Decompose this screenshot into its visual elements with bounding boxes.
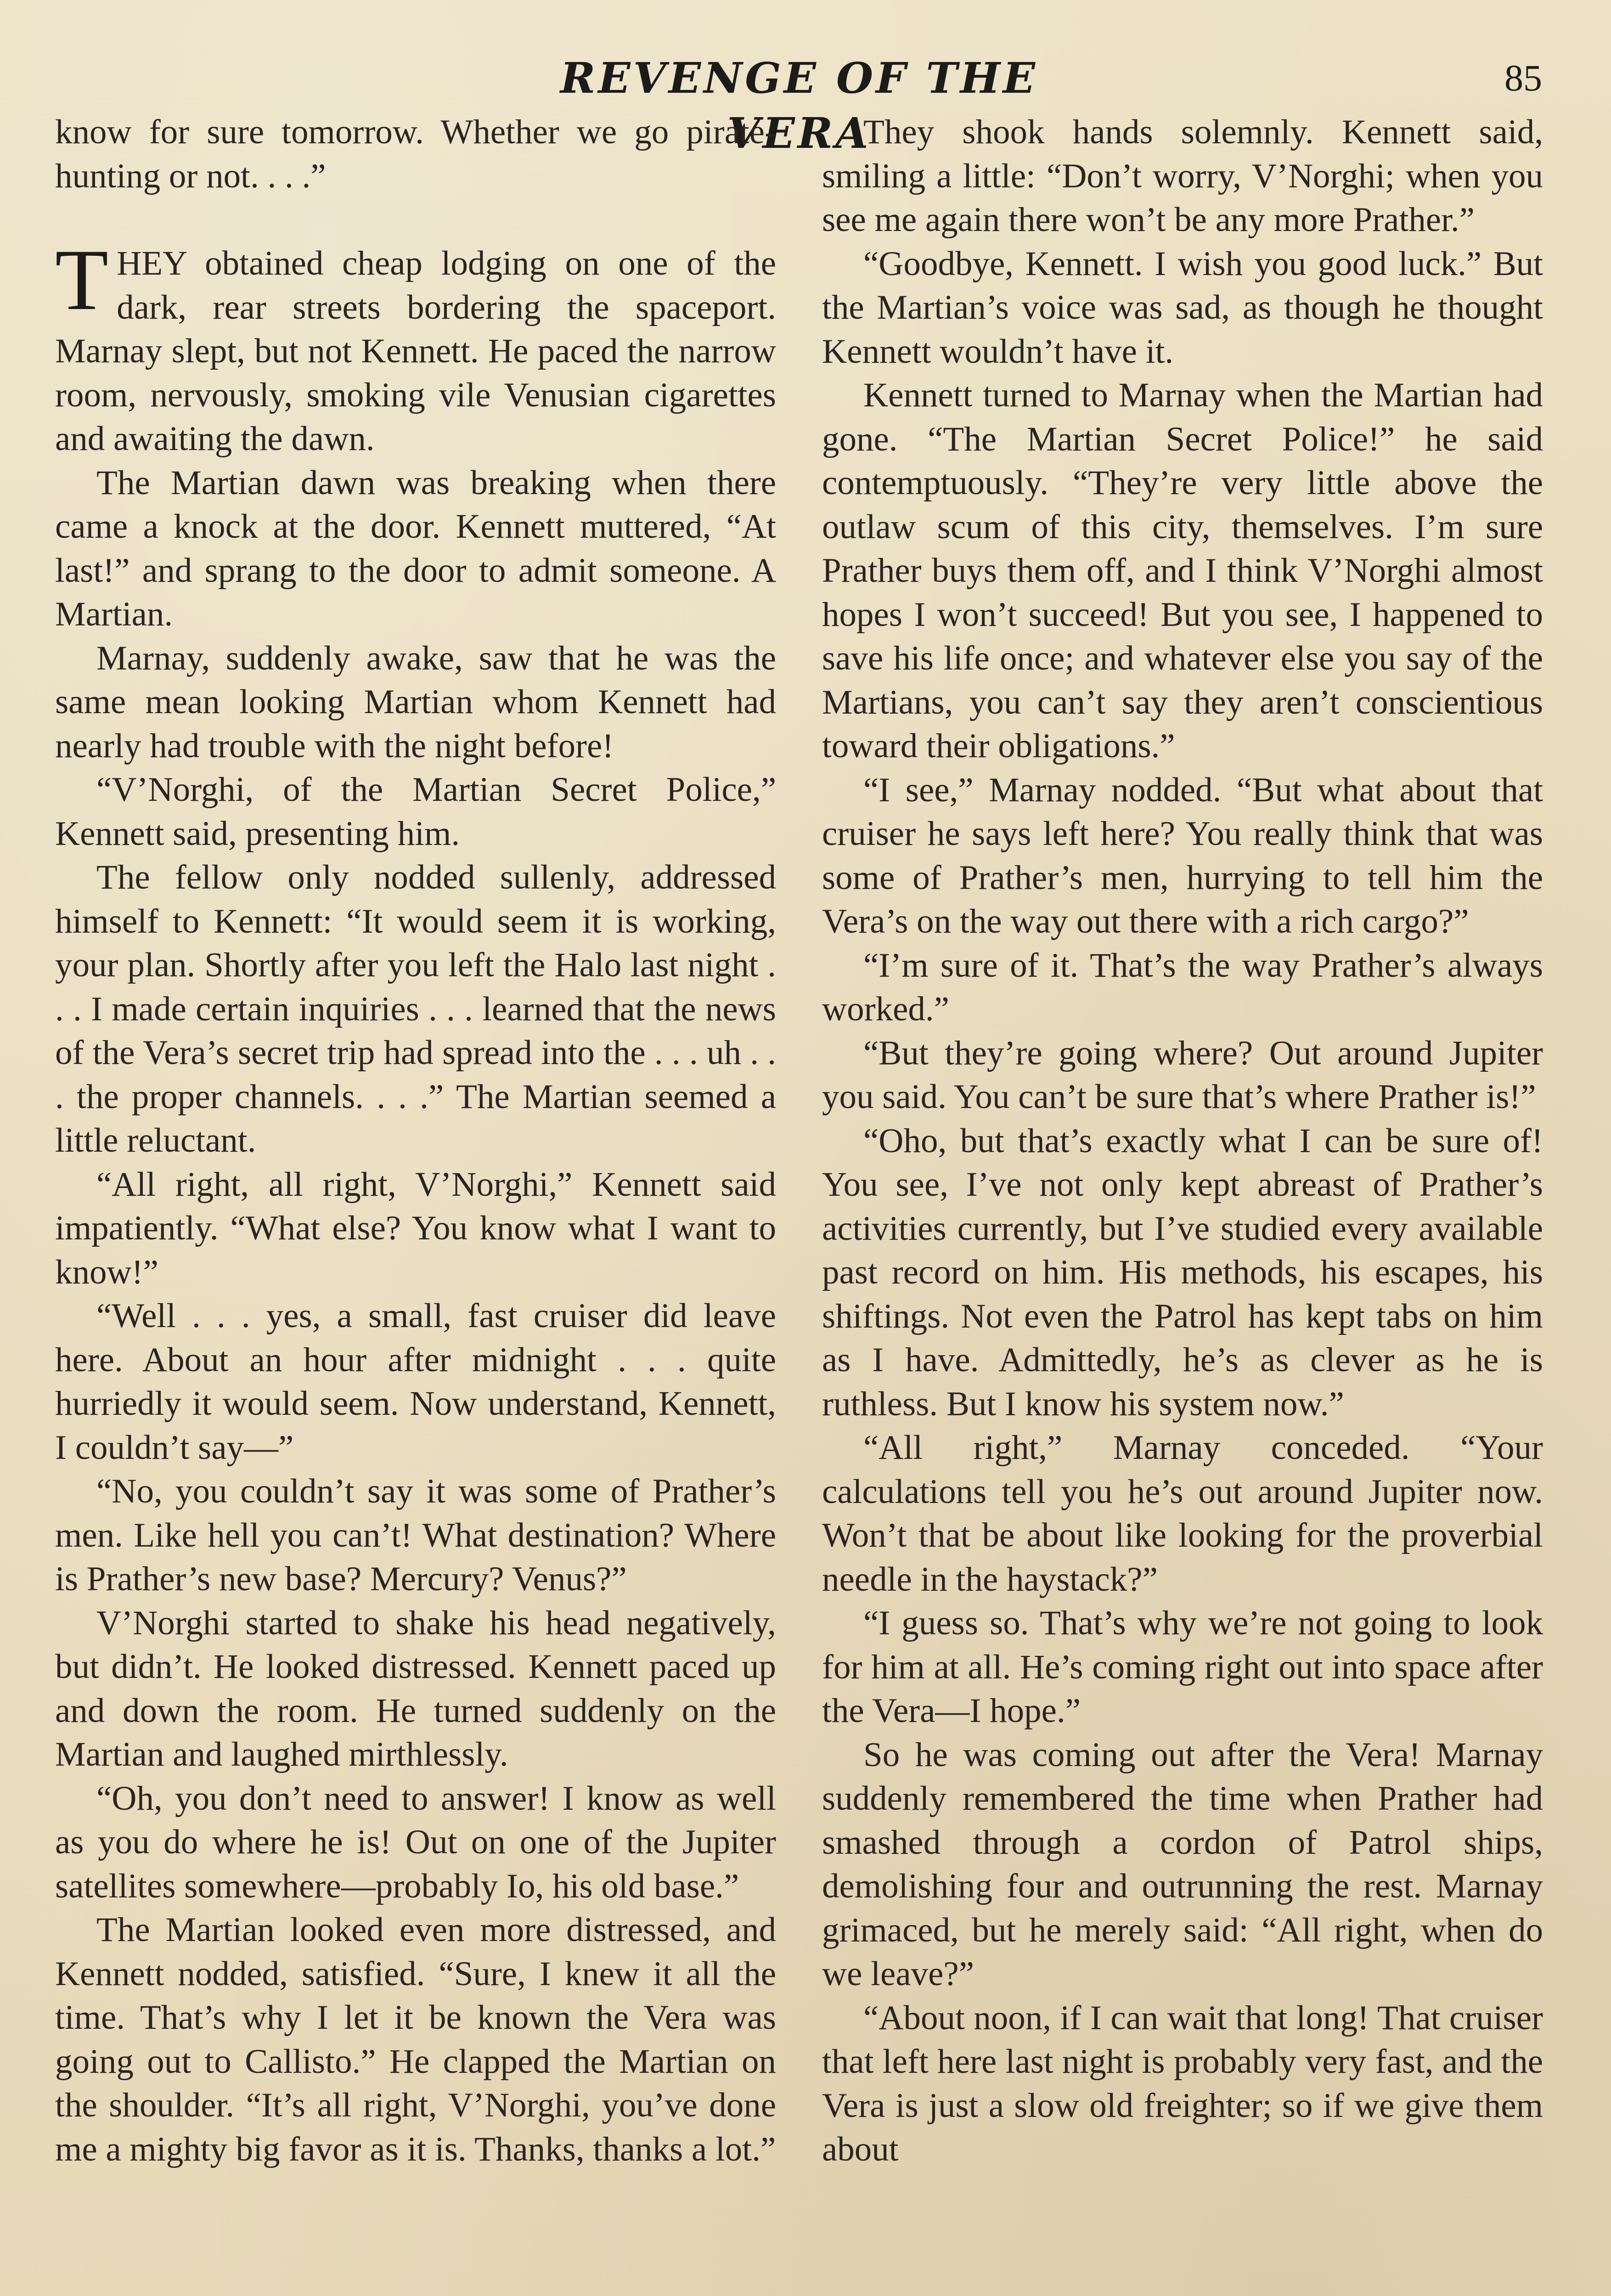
paragraph-text: “Well . . . yes, a small, fast cruiser did leave here. About an hour after midnight . . . quite hurriedly it would seem. Now understand, Kennett, I couldn’t say—” — [55, 1297, 776, 1467]
body-paragraph — [55, 461, 776, 636]
paragraph-text: “About noon, if I can wait that long! That cruiser that left here last night is probably very fast, and the Vera is just a slow old freighter; so if we give them about — [822, 1998, 1543, 2168]
body-paragraph — [822, 944, 1543, 1031]
paragraph-text: “All right,” Marnay conceded. “Your calculations tell you he’s out around Jupiter now. Won’t that be about like looking for the proverbial needle in the haystack?” — [822, 1429, 1543, 1598]
body-paragraph — [55, 855, 776, 1163]
body-paragraph — [822, 1996, 1543, 2172]
body-paragraph — [55, 1908, 776, 2171]
paragraph-text: “Oho, but that’s exactly what I can be sure of! You see, I’ve not only kept abreast of Prather’s activities currently, but I’ve studied every available past record on him. His methods, his escapes, his shiftings. Not even the Patrol has kept tabs on him as I have. Admittedly, he’s as clever as he is ruthless. But I know his system now.” — [822, 1121, 1543, 1423]
body-paragraph — [55, 1469, 776, 1601]
body-paragraph — [822, 1733, 1543, 1996]
body-paragraph — [822, 110, 1543, 242]
body-paragraph — [822, 373, 1543, 768]
drop-cap: T — [55, 232, 109, 328]
paragraph-text: They shook hands solemnly. Kennett said, smiling a little: “Don’t worry, V’Norghi; when you see me again there won’t be any more Prather.” — [822, 113, 1543, 239]
section-opening-paragraph — [55, 232, 776, 461]
paragraph-text: “V’Norghi, of the Martian Secret Police,” Kennett said, presenting him. — [55, 771, 776, 853]
right-text-column — [822, 110, 1543, 2172]
body-paragraph — [55, 1601, 776, 1777]
body-paragraph — [55, 1163, 776, 1294]
continued-paragraph — [55, 110, 776, 198]
body-paragraph — [822, 1601, 1543, 1733]
body-paragraph — [55, 1777, 776, 1908]
paragraph-text: “I see,” Marnay nodded. “But what about that cruiser he says left here? You really think that was some of Prather’s men, hurrying to tell him the Vera’s on the way out there with a rich cargo?” — [822, 771, 1543, 940]
body-paragraph — [822, 768, 1543, 944]
paragraph-text: Marnay, suddenly awake, saw that he was the same mean looking Martian whom Kennett had nearly had trouble with the night before! — [55, 639, 776, 765]
body-paragraph — [822, 1119, 1543, 1426]
body-paragraph — [55, 1294, 776, 1469]
paragraph-text: know for sure tomorrow. Whether we go pirate-hunting or not. . . .” — [55, 113, 776, 195]
left-text-column — [55, 110, 776, 2171]
running-title: REVENGE OF THE VERA — [560, 53, 1038, 158]
paragraph-text: V’Norghi started to shake his head negatively, but didn’t. He looked distressed. Kennett paced up and down the room. He turned suddenly on the Martian and laughed mirthlessly. — [55, 1604, 776, 1773]
body-paragraph — [822, 242, 1543, 374]
body-paragraph — [55, 636, 776, 768]
paragraph-text: “But they’re going where? Out around Jupiter you said. You can’t be sure that’s where Prather is!” — [822, 1034, 1543, 1116]
paragraph-text: HEY obtained cheap lodging on one of the dark, rear streets bordering the spaceport. Marnay slept, but not Kennett. He paced the narrow room, nervously, smoking vile Venusian cigarettes and awaiting the dawn. — [55, 244, 776, 458]
body-paragraph — [822, 1031, 1543, 1119]
paragraph-text: The Martian dawn was breaking when there came a knock at the door. Kennett muttered, “At last!” and sprang to the door to admit someone. A Martian. — [55, 463, 776, 633]
paragraph-text: “Goodbye, Kennett. I wish you good luck.” But the Martian’s voice was sad, as though he thought Kennett wouldn’t have it. — [822, 244, 1543, 371]
paragraph-text: So he was coming out after the Vera! Marnay suddenly remembered the time when Prather had smashed through a cordon of Patrol ships, demolishing four and outrunning the rest. Marnay grimaced, but he merely said: “All right, when do we leave?” — [822, 1735, 1543, 1993]
paragraph-text: “No, you couldn’t say it was some of Prather’s men. Like hell you can’t! What destination? Where is Prather’s new base? Mercury? Venus?” — [55, 1472, 776, 1598]
paragraph-text: The fellow only nodded sullenly, addressed himself to Kennett: “It would seem it is working, your plan. Shortly after you left the Halo last night . . . I made certain inquiries . . . learned that the news of the Vera’s secret trip had spread into the . . . uh . . . the proper channels. . . .” The Martian seemed a little reluctant. — [55, 858, 776, 1159]
paragraph-text: Kennett turned to Marnay when the Martian had gone. “The Martian Secret Police!” he said contemptuously. “They’re very little above the outlaw scum of this city, themselves. I’m sure Prather buys them off, and I think V’Norghi almost hopes I won’t succeed! But you see, I happened to save his life once; and whatever else you say of the Martians, you can’t say they aren’t conscientious toward their obligations.” — [822, 376, 1543, 765]
body-paragraph — [55, 768, 776, 855]
paragraph-text: “Oh, you don’t need to answer! I know as well as you do where he is! Out on one of the Jupiter satellites somewhere—probably Io, his old base.” — [55, 1779, 776, 1905]
page-number: 85 — [1504, 57, 1542, 99]
paragraph-text: The Martian looked even more distressed, and Kennett nodded, satisfied. “Sure, I knew it all the time. That’s why I let it be known the Vera was going out to Callisto.” He clapped the Martian on the shoulder. “It’s all right, V’Norghi, you’ve done me a mighty big favor as it is. Thanks, thanks a lot.” — [55, 1911, 776, 2168]
paragraph-text: “All right, all right, V’Norghi,” Kennett said impatiently. “What else? You know what I want to know!” — [55, 1165, 776, 1291]
body-paragraph — [822, 1426, 1543, 1601]
paragraph-text: “I guess so. That’s why we’re not going to look for him at all. He’s coming right out into space after the Vera—I hope.” — [822, 1604, 1543, 1730]
paragraph-text: “I’m sure of it. That’s the way Prather’s always worked.” — [822, 946, 1543, 1028]
